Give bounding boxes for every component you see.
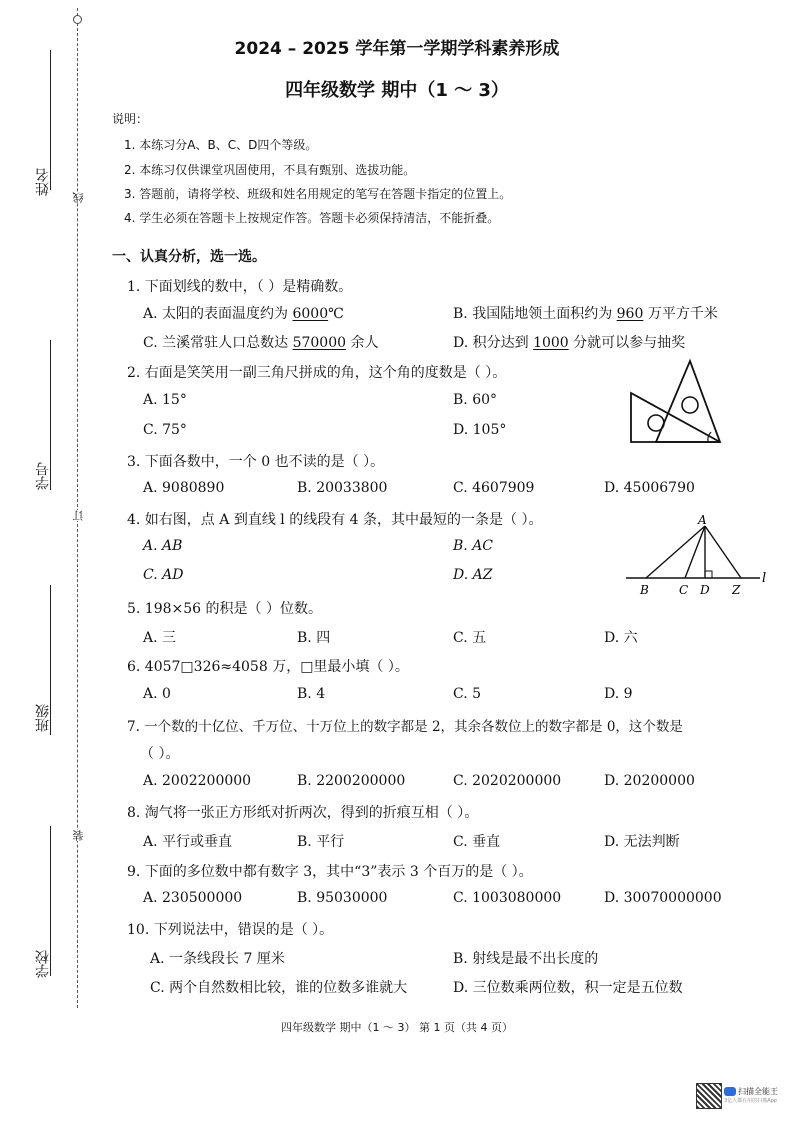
q2-option-a: A. 15° xyxy=(143,392,187,408)
q8-option-b: B. 平行 xyxy=(297,834,345,850)
q9-option-a: A. 230500000 xyxy=(143,890,243,906)
q8-option-a: A. 平行或垂直 xyxy=(143,834,233,850)
note-item: 2. 本练习仅供课堂巩固使用，不具有甄别、选拔功能。 xyxy=(124,163,416,177)
point-line-figure xyxy=(622,512,772,600)
q7-option-b: B. 2200200000 xyxy=(297,773,406,789)
q1-option-b: B. 我国陆地领土面积约为 960 万平方千米 xyxy=(453,306,718,322)
question-6: 6. 4057□326≈4058 万，□里最小填（ ）。 xyxy=(127,659,409,675)
q8-option-c: C. 垂直 xyxy=(453,834,501,850)
exam-title: 2024 – 2025 学年第一学期学科素养形成 xyxy=(234,39,560,59)
fig-label-c: C xyxy=(679,583,689,597)
q5-option-d: D. 六 xyxy=(604,630,638,646)
scanner-logo-icon xyxy=(724,1087,736,1096)
fig-label-l: l xyxy=(762,571,767,586)
q6-option-a: A. 0 xyxy=(143,686,171,702)
q7-option-d: D. 20200000 xyxy=(604,773,695,789)
q1-option-a: A. 太阳的表面温度约为 6000℃ xyxy=(143,306,344,322)
question-8: 8. 淘气将一张正方形纸对折两次，得到的折痕互相（ ）。 xyxy=(127,805,479,821)
question-7-blank: （ ）。 xyxy=(140,746,180,762)
q10-option-b: B. 射线是最不出长度的 xyxy=(453,951,599,967)
triangle-rulers-figure xyxy=(628,358,724,446)
q7-option-a: A. 2002200000 xyxy=(143,773,252,789)
q5-option-c: C. 五 xyxy=(453,630,487,646)
scanner-tagline: 3亿人都在用的扫描App xyxy=(724,1098,777,1104)
question-10: 10. 下列说法中，错误的是（ ）。 xyxy=(127,922,334,938)
question-2: 2. 右面是笑笑用一副三角尺拼成的角，这个角的度数是（ ）。 xyxy=(127,365,507,381)
q3-option-b: B. 20033800 xyxy=(297,480,388,496)
q9-option-b: B. 95030000 xyxy=(297,890,388,906)
q6-option-c: C. 5 xyxy=(453,686,482,702)
scanner-watermark xyxy=(724,1086,778,1104)
q8-option-d: D. 无法判断 xyxy=(604,834,680,850)
q9-option-d: D. 30070000000 xyxy=(604,890,722,906)
q2-option-d: D. 105° xyxy=(453,422,507,438)
name-label: 姓名 xyxy=(35,168,51,196)
question-3: 3. 下面各数中，一个 0 也不读的是（ ）。 xyxy=(127,454,385,470)
question-5: 5. 198×56 的积是（ ）位数。 xyxy=(127,601,322,617)
q3-option-c: C. 4607909 xyxy=(453,480,535,496)
fig-label-z: Z xyxy=(732,583,741,597)
q10-option-d: D. 三位数乘两位数，积一定是五位数 xyxy=(453,980,683,996)
binding-mark-ding: 订 xyxy=(72,510,85,521)
q3-option-d: D. 45006790 xyxy=(604,480,695,496)
q2-option-c: C. 75° xyxy=(143,422,187,438)
page-footer: 四年级数学 期中（1 ～ 3） 第 1 页（共 4 页） xyxy=(281,1021,513,1034)
binding-dashed-line xyxy=(77,8,78,1008)
notes-heading: 说明： xyxy=(112,112,149,126)
q4-option-d: D. AZ xyxy=(453,567,493,583)
class-label: 班级 xyxy=(35,704,51,732)
q6-option-b: B. 4 xyxy=(297,686,326,702)
q5-option-a: A. 三 xyxy=(143,630,177,646)
question-9: 9. 下面的多位数中都有数字 3，其中“3”表示 3 个百万的是（ ）。 xyxy=(127,864,533,880)
q10-option-c: C. 两个自然数相比较，谁的位数多谁就大 xyxy=(150,980,408,996)
binding-mark-xian: 线 xyxy=(72,192,85,203)
note-item: 4. 学生必须在答题卡上按规定作答。答题卡必须保持清洁，不能折叠。 xyxy=(124,211,500,225)
section-title: 一、认真分析，选一选。 xyxy=(112,249,266,265)
question-1: 1. 下面划线的数中，（ ）是精确数。 xyxy=(127,279,353,295)
note-item: 3. 答题前，请将学校、班级和姓名用规定的笔写在答题卡指定的位置上。 xyxy=(124,187,512,201)
binding-mark-zhuang: 装 xyxy=(72,830,85,841)
question-4: 4. 如右图，点 A 到直线 l 的线段有 4 条，其中最短的一条是（ ）。 xyxy=(127,512,543,528)
note-item: 1. 本练习分A、B、C、D四个等级。 xyxy=(124,138,318,152)
question-7: 7. 一个数的十亿位、千万位、十万位上的数字都是 2，其余各数位上的数字都是 0，这个数是 xyxy=(127,719,683,735)
fig-label-b: B xyxy=(640,583,649,597)
exam-subtitle: 四年级数学 期中（1 ～ 3） xyxy=(285,80,509,101)
q2-option-b: B. 60° xyxy=(453,392,498,408)
fig-label-a: A xyxy=(698,513,707,527)
q6-option-d: D. 9 xyxy=(604,686,633,702)
school-label: 学校 xyxy=(35,950,51,978)
q10-option-a: A. 一条线段长 7 厘米 xyxy=(150,951,285,967)
qr-code-icon xyxy=(696,1083,722,1109)
fig-label-d: D xyxy=(700,583,710,597)
q1-option-d: D. 积分达到 1000 分就可以参与抽奖 xyxy=(453,335,686,351)
q9-option-c: C. 1003080000 xyxy=(453,890,562,906)
q4-option-b: B. AC xyxy=(453,538,494,554)
q4-option-a: A. AB xyxy=(143,538,183,554)
scanner-name: 扫描全能王 xyxy=(738,1087,778,1096)
q3-option-a: A. 9080890 xyxy=(143,480,225,496)
q5-option-b: B. 四 xyxy=(297,630,331,646)
binding-circle xyxy=(73,15,82,24)
q7-option-c: C. 2020200000 xyxy=(453,773,562,789)
q1-option-c: C. 兰溪常驻人口总数达 570000 余人 xyxy=(143,335,379,351)
student-id-label: 学号 xyxy=(35,462,51,490)
q4-option-c: C. AD xyxy=(143,567,184,583)
